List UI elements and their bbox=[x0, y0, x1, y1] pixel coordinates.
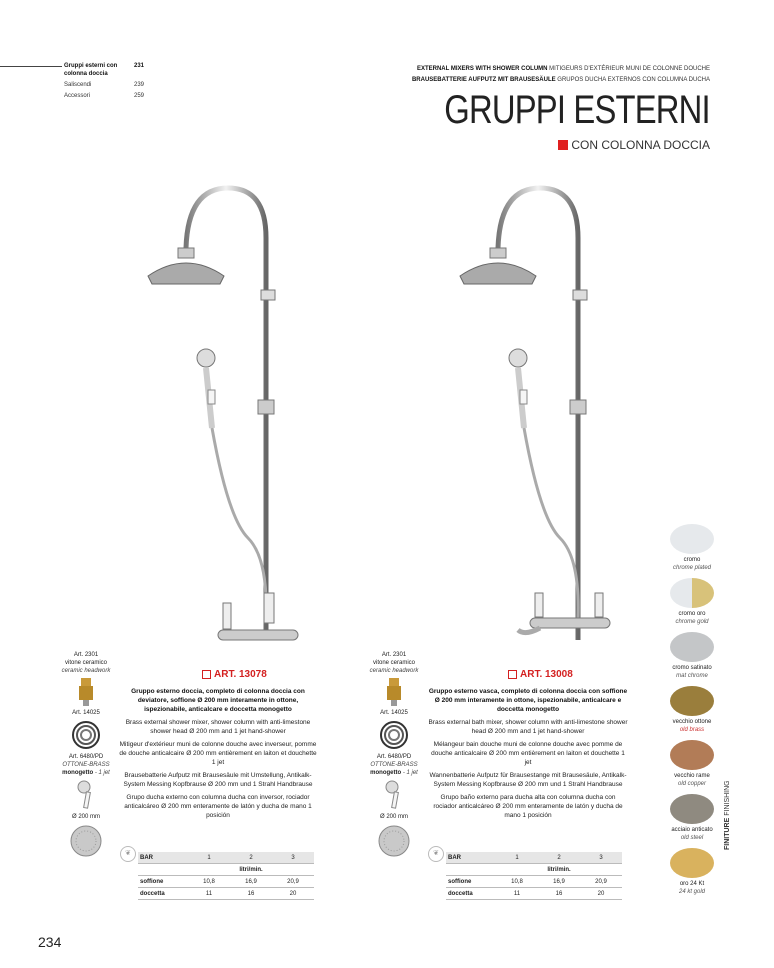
hand-shower-icon bbox=[76, 780, 96, 810]
table-row: BAR 1 2 3 bbox=[446, 852, 622, 864]
cartridge-icon bbox=[383, 678, 405, 706]
art-2301-en: ceramic headwork bbox=[61, 668, 111, 674]
product-2-art: ART. 13008 bbox=[520, 669, 573, 680]
art-6480-label: Art. 6480/PD bbox=[68, 754, 104, 760]
side-column-2 bbox=[366, 651, 422, 861]
desc-it: Gruppo esterno vasca, completo di colonna doccia con soffione Ø 200 mm interamente in ottone, ispezionabile, anticalcare e doccetta monogetto bbox=[428, 688, 628, 713]
art-14025-label: Art. 14025 bbox=[72, 710, 100, 716]
finish-oro-24kt: oro 24 Kt 24 kt gold bbox=[664, 848, 720, 896]
art-2301-label: Art. 2301 bbox=[73, 652, 99, 658]
red-square-icon bbox=[558, 140, 568, 150]
table-row: BAR 1 2 3 bbox=[138, 852, 314, 864]
product-1-art: ART. 13078 bbox=[214, 669, 267, 680]
finish-swatch bbox=[670, 848, 714, 878]
product-2-code bbox=[508, 669, 573, 680]
checkbox-icon bbox=[508, 670, 517, 679]
mono-en: - 1 jet bbox=[93, 770, 110, 776]
finish-vecchio-ottone: vecchio ottone old brass bbox=[664, 686, 720, 734]
desc-de: Wannenbatterie Aufputz für Brausestange mit Brausesäule, Antikalk-System Messing Kopfbrause Ø 200 mm und 1 Strahl Handbrause bbox=[429, 772, 627, 788]
subtitle-text: CON COLONNA DOCCIA bbox=[571, 138, 710, 152]
header-line1-rest: MITIGEURS D'EXTÉRIEUR MUNI DE COLONNE DOUCHE bbox=[547, 66, 710, 72]
desc-it: Gruppo esterno doccia, completo di colonna doccia con deviatore, soffione Ø 200 mm interamente in ottone, ispezionabile, anticalcare e doccetta monogetto bbox=[131, 688, 305, 713]
leaf-icon: ❦ bbox=[120, 846, 136, 862]
art-14025-label: Art. 14025 bbox=[380, 710, 408, 716]
finish-vecchio-rame: vecchio rame old copper bbox=[664, 740, 720, 788]
index-label: Gruppi esterni con colonna doccia bbox=[64, 63, 118, 77]
product-image-13008 bbox=[430, 178, 668, 648]
finishing-vertical-label: FINITURE FINISHING bbox=[724, 780, 731, 850]
table-row: doccetta 11 16 20 bbox=[138, 888, 314, 900]
desc-fr: Mitigeur d'extérieur muni de colonne douche avec inverseur, pomme de douche anticalcaire Ø 200 mm entièrement en laiton et douchette 1 jet bbox=[119, 741, 317, 766]
index-page: 231 bbox=[133, 63, 144, 69]
checkbox-icon bbox=[202, 670, 211, 679]
shower-head-icon bbox=[69, 824, 103, 858]
finish-swatch bbox=[670, 794, 714, 824]
hose-icon bbox=[71, 720, 101, 750]
table-row: soffione 10,8 16,9 20,9 bbox=[138, 876, 314, 888]
desc-es: Grupo ducha externo con columna ducha con inversor, rociador anticalcáreo Ø 200 mm enteramente de latón y ducha de mano 1 posición bbox=[124, 794, 312, 819]
header-translations bbox=[412, 64, 710, 86]
art-2301-label: Art. 2301 bbox=[381, 652, 407, 658]
index-item-saliscendi[interactable] bbox=[64, 81, 144, 89]
finish-cromo-satinato: cromo satinato mat chrome bbox=[664, 632, 720, 680]
mono-label: monogetto bbox=[370, 770, 402, 776]
page-number: 234 bbox=[38, 934, 62, 950]
art-2301-en: ceramic headwork bbox=[369, 668, 419, 674]
leaf-icon: ❦ bbox=[428, 846, 444, 862]
finish-swatch bbox=[670, 578, 714, 608]
mono-en: - 1 jet bbox=[401, 770, 418, 776]
header-line2-bold: BRAUSEBATTERIE AUFPUTZ MIT BRAUSESÄULE bbox=[411, 77, 556, 83]
product-2-flow-table bbox=[446, 852, 622, 900]
product-1-flow-table bbox=[138, 852, 314, 900]
section-index bbox=[64, 62, 144, 100]
art-6480-en: OTTONE-BRASS bbox=[370, 762, 418, 768]
index-item-accessori[interactable] bbox=[64, 92, 144, 100]
art-2301-name: vitone ceramico bbox=[64, 660, 108, 666]
side-column-1 bbox=[58, 651, 114, 861]
finish-cromo: cromo chrome plated bbox=[664, 524, 720, 572]
hose-icon bbox=[379, 720, 409, 750]
art-2301-name: vitone ceramico bbox=[372, 660, 416, 666]
table-row: litri/min. bbox=[138, 864, 314, 876]
page-subtitle bbox=[558, 138, 710, 152]
table-row: soffione 10,8 16,9 20,9 bbox=[446, 876, 622, 888]
finish-cromo-oro: cromo oro chrome gold bbox=[664, 578, 720, 626]
diameter-label: Ø 200 mm bbox=[71, 814, 100, 820]
finish-swatch bbox=[670, 632, 714, 662]
mono-label: monogetto bbox=[62, 770, 94, 776]
page-title: GRUPPI ESTERNI bbox=[444, 88, 710, 132]
product-2-description bbox=[428, 687, 628, 824]
index-label: Saliscendi bbox=[64, 82, 92, 88]
diameter-label: Ø 200 mm bbox=[379, 814, 408, 820]
desc-de: Brausebatterie Aufputz mit Brausesäule mit Umstellung, Antikalk-System Messing Kopfbrause Ø 200 mm und 1 Strahl Handbrause bbox=[123, 772, 313, 788]
cartridge-icon bbox=[75, 678, 97, 706]
index-page: 239 bbox=[133, 82, 144, 88]
finish-acciaio-anticato: acciaio anticato old steel bbox=[664, 794, 720, 842]
product-image-13078 bbox=[118, 178, 356, 648]
header-line1-bold: EXTERNAL MIXERS WITH SHOWER COLUMN bbox=[416, 66, 548, 72]
product-1-code bbox=[202, 669, 267, 680]
desc-es: Grupo baño externo para ducha alta con columna ducha con rociador anticalcáreo Ø 200 mm enteramente de latón y ducha de mano 1 posición bbox=[433, 794, 623, 819]
desc-en: Brass external bath mixer, shower column with anti-limestone shower head Ø 200 mm and 1 jet hand-shower bbox=[428, 719, 628, 735]
finish-swatch bbox=[670, 686, 714, 716]
index-label: Accessori bbox=[64, 93, 91, 99]
hand-shower-icon bbox=[384, 780, 404, 810]
header-line2-rest: GRUPOS DUCHA EXTERNOS CON COLUMNA DUCHA bbox=[555, 77, 710, 83]
index-item-gruppi-esterni[interactable] bbox=[64, 62, 144, 78]
finish-swatch bbox=[670, 740, 714, 770]
art-6480-label: Art. 6480/PD bbox=[376, 754, 412, 760]
nav-rule bbox=[0, 66, 62, 67]
table-row: doccetta 11 16 20 bbox=[446, 888, 622, 900]
shower-head-icon bbox=[377, 824, 411, 858]
finish-swatch bbox=[670, 524, 714, 554]
index-page: 259 bbox=[133, 93, 144, 99]
table-row: litri/min. bbox=[446, 864, 622, 876]
art-6480-en: OTTONE-BRASS bbox=[62, 762, 110, 768]
product-1-description bbox=[118, 687, 318, 824]
desc-en: Brass external shower mixer, shower column with anti-limestone shower head Ø 200 mm and 1 jet hand-shower bbox=[125, 719, 311, 735]
desc-fr: Mélangeur bain douche muni de colonne douche avec pomme de douche anticalcaire Ø 200 mm entièrement en laiton et douchette 1 jet bbox=[431, 741, 625, 766]
